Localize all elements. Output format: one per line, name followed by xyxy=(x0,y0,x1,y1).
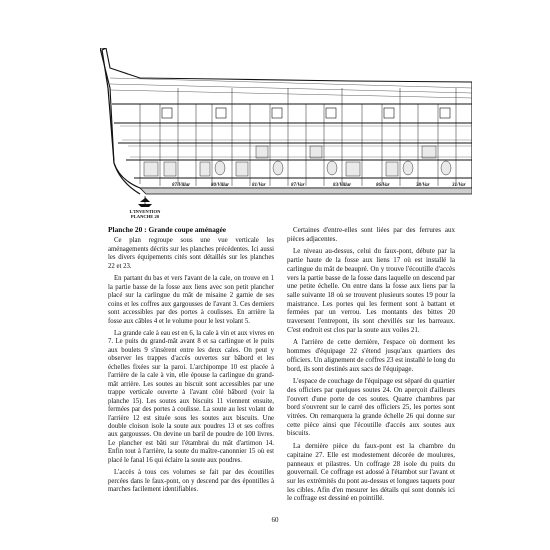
station-label: 81/Var xyxy=(252,183,266,188)
ship-icon xyxy=(137,196,153,208)
station-label: 38/Var xyxy=(416,183,430,188)
station-label: 87/Villar xyxy=(172,183,191,188)
paragraph: La grande cale à eau est en 6, la cale à vin et aux vivres en 7. Le puits du grand-mât avant 8 et sa carlingue et le puits aux boulets 9 s'insèrent entre les deux cales. On peut y observer les trappes d'accès ouvertes sur bâbord et les échelles fixées sur la paroi. L'archipompe 10 est placée à l'arrière de la cale à vin, elle épouse la carlingue du grand-mât arrière. Les soutes au biscuit sont accessibles par une trappe verticale ouverte à l'avant côté bâbord (voir la planche 15). Les soutes aux biscuits 11 viennent ensuite, fermées par des portes à coulisse. La soute au lest volant de l'arrière 12 est située sous les soutes aux biscuits. Une double cloison isole la soute aux poudres 13 et ses coffres aux gargousses. On devine un baril de poudre de 100 livres. Le plancher est bâti sur l'étambrai du mât d'artimon 14. Enfin tout à l'arrière, la soute du maître-canonnier 15 où est placé le fanal 16 qui éclaire la soute aux poudres. xyxy=(108,329,274,464)
station-label: 83/Villar xyxy=(333,183,352,188)
keel xyxy=(140,188,472,194)
paragraph: La dernière pièce du faux-pont est la chambre du capitaine 27. Elle est modestement décorée de moulures, panneaux et pilastres. Un coffrage 28 isole du puits du gouvernail. Ce coffrage est adossé à l'étambot sur l'avant et sur les extrémités du pont au-dessus et longues taquets pour les cibles. Afin d'en mesurer les détails qui sont donnés ici le coffrage est dessiné en pointillé. xyxy=(287,442,455,503)
station-label: 87/Var xyxy=(291,183,305,188)
station-label: 80/Villar xyxy=(211,183,230,188)
logo-title: L'INVENTION xyxy=(129,209,161,214)
paragraph: Le niveau au-dessus, celui du faux-pont, débute par la partie haute de la fosse aux liens 17 où est installé la carlingue du mât de beaupré. On y trouve l'écoutille d'accès vers la partie basse de la fosse dans laquelle on descend par une petite échelle. On entre dans la fosse aux liens par la salle suivante 18 où se trouvent plusieurs soutes 19 pour la maistrance. Les portes qui les ferment sont à battant et fermées par un verrou. Les montants des bittes 20 traversent l'entrepont, ils sont chevillés sur les barreaux. C'est endroit est clos par la soute aux voiles 21. xyxy=(287,247,455,334)
plate-logo xyxy=(128,196,162,219)
page-number: 60 xyxy=(271,516,279,524)
paragraph: L'espace de couchage de l'équipage est séparé du quartier des officiers par quelques soutes 24. On aperçoit d'ailleurs l'ouvert d'une porte de ces soutes. Quatre chambres par bord s'ouvrent sur le carré des officiers 25, les portes sont vitrées. On remarquera la grande échelle 26 qui donne sur cette pièce ainsi que l'écoutille d'accès aux soutes aux biscuits. xyxy=(287,377,455,438)
text-column-left xyxy=(108,226,274,499)
section-heading: Planche 20 : Grande coupe aménagée xyxy=(108,225,227,234)
paragraph: L'accès à tous ces volumes se fait par des écoutilles percées dans le faux-pont, on y descend par des épontilles à marches facilement identifiables. xyxy=(108,469,274,494)
paragraph: A l'arrière de cette dernière, l'espace où dorment les hommes d'équipage 22 s'étend jusqu'aux quartiers des officiers. Un alignement de coffres 23 est installé le long du bord, ils sont destinés aux sacs de l'équipage. xyxy=(287,338,455,373)
paragraph: Ce plan regroupe sous une vue verticale les aménagements décrits sur les planches précédentes. Ici aussi les divers équipements cités sont détaillés sur les planches 22 et 23. xyxy=(108,237,274,270)
paragraph: Certaines d'entre-elles sont liées par des ferrures aux pièces adjacentes. xyxy=(287,226,455,243)
station-label: 86/Var xyxy=(376,183,390,188)
text-column-right xyxy=(287,226,455,507)
logo-subtitle: PLANCHE 20 xyxy=(130,214,160,219)
paragraph: En partant du bas et vers l'avant de la cale, on trouve en 1 la partie basse de la fosse aux liens avec son petit plancher placé sur la carlingue du mât de misaine 2 garnie de ses coins et les coffres aux gargousses de l'avant 3. Ces derniers sont accessibles par des portes à coulisses. En arrière la fosse aux câbles 4 et le volume pour le lest volant 5. xyxy=(108,275,274,325)
station-label: 31/Var xyxy=(452,183,466,188)
